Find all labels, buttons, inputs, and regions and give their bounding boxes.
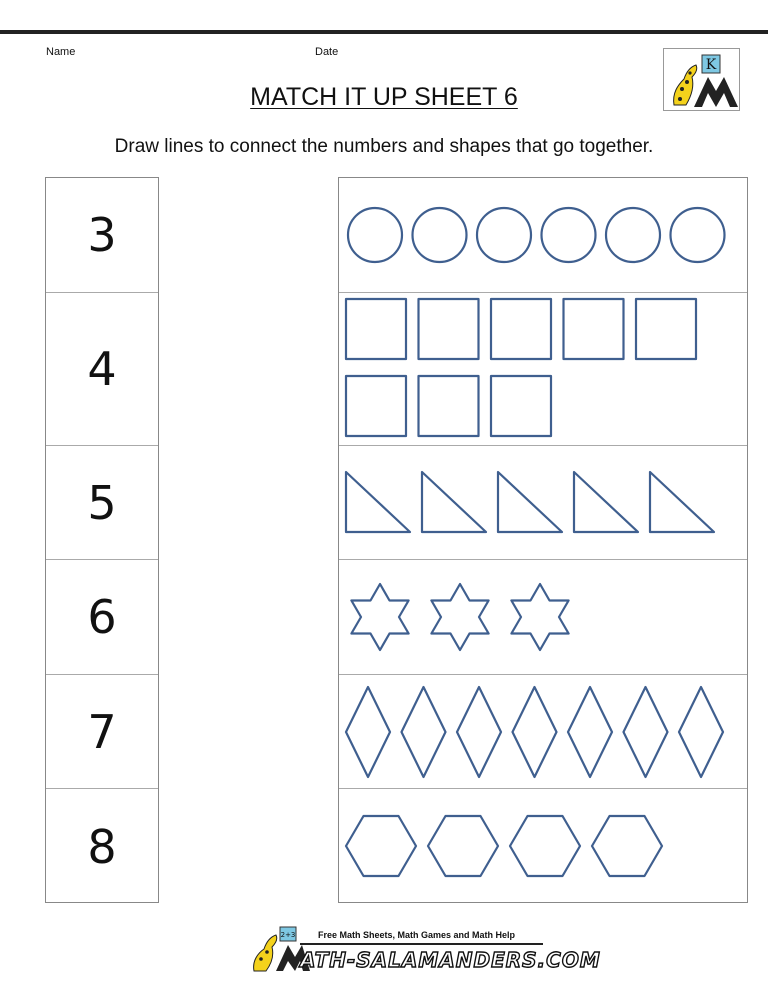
circle-shape	[413, 208, 467, 262]
diamond-shape	[513, 687, 557, 777]
diamond-shape	[568, 687, 612, 777]
hexagon-shape	[592, 816, 662, 876]
star-shape	[351, 584, 408, 650]
number-cell: 5	[46, 446, 158, 560]
shape-row-star	[339, 560, 747, 675]
number-column	[45, 177, 159, 903]
footer-logo-card: 2+3	[280, 931, 296, 939]
diamond-shape	[624, 687, 668, 777]
diamond-group	[339, 675, 747, 789]
triangle-shape	[422, 472, 486, 532]
diamond-shape	[402, 687, 446, 777]
shape-row-square	[339, 293, 747, 446]
circle-shape	[671, 208, 725, 262]
triangle-shape	[346, 472, 410, 532]
shape-row-diamond	[339, 675, 747, 789]
number-cell: 4	[46, 293, 158, 446]
triangle-group	[339, 446, 747, 560]
hexagon-group	[339, 789, 747, 904]
number-cell: 6	[46, 560, 158, 675]
triangle-shape	[650, 472, 714, 532]
circle-shape	[477, 208, 531, 262]
square-group	[339, 293, 747, 446]
star-shape	[511, 584, 568, 650]
footer-tagline: Free Math Sheets, Math Games and Math Help	[318, 930, 516, 940]
star-shape	[431, 584, 488, 650]
shape-row-triangle	[339, 446, 747, 560]
diamond-shape	[457, 687, 501, 777]
number-cell: 7	[46, 675, 158, 789]
square-shape	[491, 299, 551, 359]
triangle-shape	[498, 472, 562, 532]
star-group	[339, 560, 747, 675]
top-rule	[0, 30, 768, 34]
instructions: Draw lines to connect the numbers and shapes that go together.	[114, 136, 654, 157]
square-shape	[346, 376, 406, 436]
square-shape	[419, 376, 479, 436]
page-title: MATCH IT UP SHEET 6	[250, 83, 518, 111]
square-shape	[419, 299, 479, 359]
diamond-shape	[346, 687, 390, 777]
number-cell: 3	[46, 178, 158, 293]
circle-shape	[348, 208, 402, 262]
hexagon-shape	[346, 816, 416, 876]
shape-row-hexagon	[339, 789, 747, 904]
square-shape	[564, 299, 624, 359]
square-shape	[346, 299, 406, 359]
shape-row-circle	[339, 178, 747, 293]
hexagon-shape	[510, 816, 580, 876]
circle-shape	[542, 208, 596, 262]
diamond-shape	[679, 687, 723, 777]
shape-column	[338, 177, 748, 903]
date-label: Date	[315, 46, 339, 58]
logo-letter: K	[705, 57, 717, 73]
square-shape	[491, 376, 551, 436]
footer-rule	[300, 943, 543, 945]
square-shape	[636, 299, 696, 359]
triangle-shape	[574, 472, 638, 532]
number-cell: 8	[87, 819, 117, 874]
circle-shape	[606, 208, 660, 262]
hexagon-shape	[428, 816, 498, 876]
circle-group	[339, 178, 747, 293]
footer-site-name[interactable]: ATH-SALAMANDERS.COM	[300, 948, 601, 972]
name-label: Name	[46, 46, 76, 58]
